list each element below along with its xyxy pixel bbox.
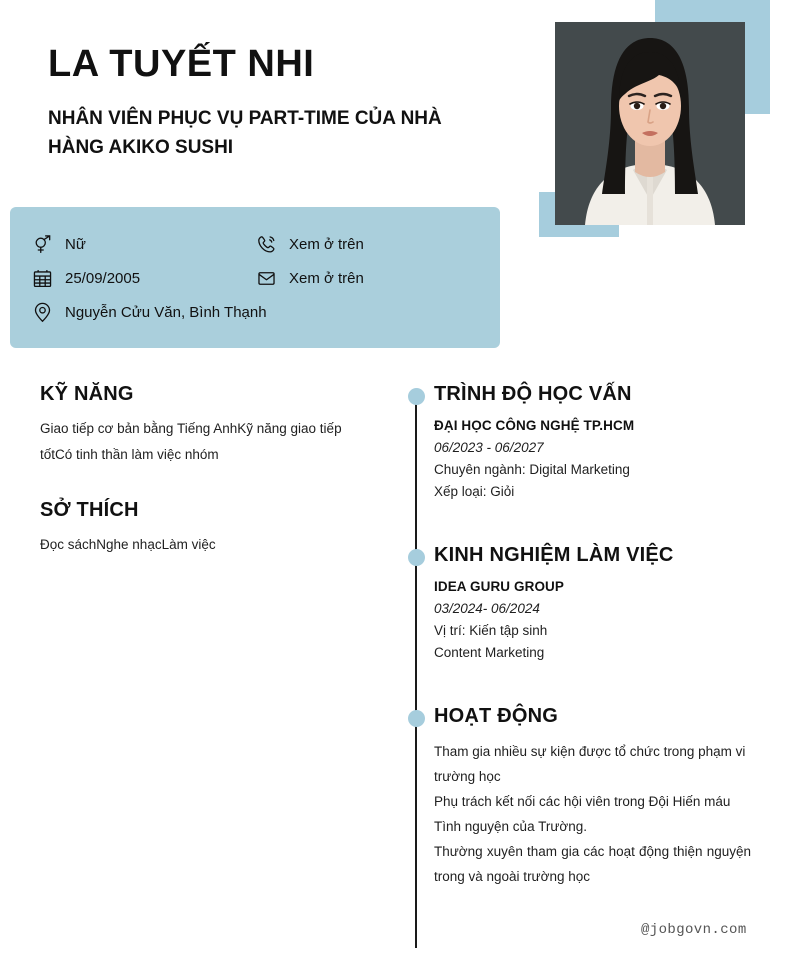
experience-heading: KINH NGHIỆM LÀM VIỆC <box>434 544 674 566</box>
calendar-icon <box>30 266 54 290</box>
experience-dates: 03/2024- 06/2024 <box>434 601 540 616</box>
section-education <box>408 383 768 499</box>
spacer <box>40 469 360 499</box>
contact-row-email <box>254 261 364 295</box>
contact-row-birthdate <box>30 261 267 295</box>
hobbies-heading: SỞ THÍCH <box>40 498 139 521</box>
envelope-icon <box>254 266 278 290</box>
activities-body <box>434 740 768 890</box>
location-pin-icon <box>30 300 54 324</box>
section-skills <box>40 383 360 469</box>
section-activities <box>408 705 768 890</box>
photo-zone <box>520 0 790 250</box>
activities-paragraph-2: Phụ trách kết nối các hội viên trong Đội Hiến máu Tình nguyện của Trường. <box>434 793 731 834</box>
gender-icon <box>30 232 54 256</box>
education-heading: TRÌNH ĐỘ HỌC VẤN <box>434 383 632 405</box>
phone-value: Xem ở trên <box>289 235 364 253</box>
skills-heading: KỸ NĂNG <box>40 383 134 405</box>
education-major: Chuyên ngành: Digital Marketing <box>434 462 630 477</box>
spacer <box>408 667 768 705</box>
timeline-dot-activities <box>408 710 425 727</box>
experience-org: IDEA GURU GROUP <box>434 579 565 594</box>
section-hobbies <box>40 499 360 558</box>
contact-panel <box>10 207 500 348</box>
left-column <box>40 383 360 558</box>
experience-body <box>434 579 768 660</box>
address-value: Nguyễn Cửu Văn, Bình Thạnh <box>65 303 267 321</box>
contact-row-phone <box>254 227 364 261</box>
job-title: NHÂN VIÊN PHỤC VỤ PART-TIME CỦA NHÀ HÀNG AKIKO SUSHI <box>48 108 442 159</box>
birthdate-value: 25/09/2005 <box>65 269 141 287</box>
contact-column-left <box>30 227 267 329</box>
profile-photo <box>555 22 745 225</box>
skills-body: Giao tiếp cơ bản bằng Tiếng AnhKỹ năng giao tiếp tốtCó tinh thần làm việc nhóm <box>40 421 342 463</box>
timeline-dot-education <box>408 388 425 405</box>
watermark: @jobgovn.com <box>641 922 747 938</box>
experience-field: Content Marketing <box>434 645 545 660</box>
phone-icon <box>254 232 278 256</box>
email-value: Xem ở trên <box>289 269 364 287</box>
activities-heading: HOẠT ĐỘNG <box>434 705 559 727</box>
right-column <box>408 383 768 890</box>
section-experience <box>408 544 768 660</box>
contact-column-right <box>254 227 364 295</box>
spacer <box>408 506 768 544</box>
education-dates: 06/2023 - 06/2027 <box>434 440 544 455</box>
education-body <box>434 418 768 499</box>
gender-value: Nữ <box>65 235 86 253</box>
contact-row-address <box>30 295 267 329</box>
contact-row-gender <box>30 227 267 261</box>
page-title: LA TUYẾT NHI <box>48 43 315 85</box>
timeline-dot-experience <box>408 549 425 566</box>
activities-paragraph-3: Thường xuyên tham gia các hoạt động thiện nguyện trong và ngoài trường học <box>434 843 751 884</box>
education-org: ĐẠI HỌC CÔNG NGHỆ TP.HCM <box>434 418 635 433</box>
hobbies-body: Đọc sáchNghe nhạcLàm việc <box>40 536 216 552</box>
education-grade: Xếp loại: Giỏi <box>434 484 515 499</box>
activities-paragraph-1: Tham gia nhiều sự kiện được tổ chức trong phạm vi trường học <box>434 744 746 784</box>
experience-position: Vị trí: Kiến tập sinh <box>434 623 548 638</box>
